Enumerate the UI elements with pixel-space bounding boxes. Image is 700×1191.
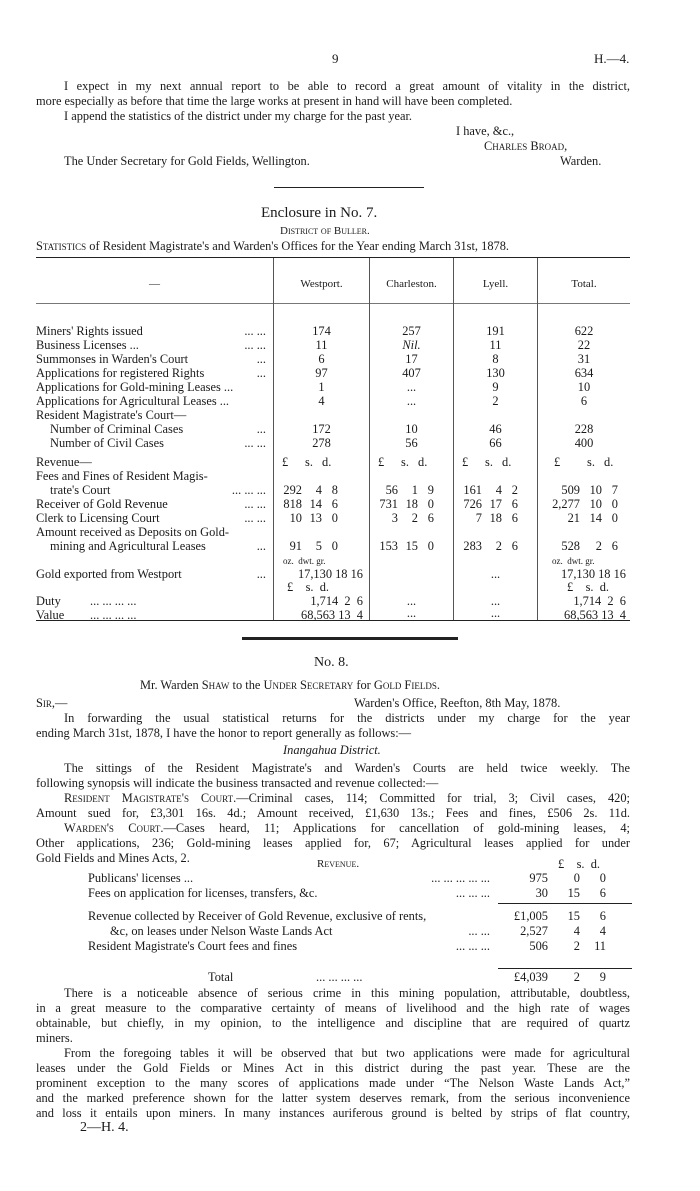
gold-dots: ... (256, 567, 266, 581)
fees-label-2: trate's Court (50, 483, 111, 497)
pence-unit: d. (319, 580, 330, 594)
table-header-rule (36, 303, 630, 304)
value-label: Value (36, 608, 65, 622)
total-shillings: 2 (573, 970, 580, 984)
closing: I have, &c., (456, 124, 515, 138)
receiver-c-pence: 0 (427, 497, 434, 511)
row-label: Number of Civil Cases (50, 436, 164, 450)
cell-w: 11 (315, 338, 328, 352)
revenue-pounds: 975 (529, 871, 548, 885)
header-blank: — (149, 278, 160, 290)
office-line: Warden's Office, Reefton, 8th May, 1878. (354, 696, 561, 710)
cell-t: 31 (577, 352, 591, 366)
oz-unit: oz. (552, 556, 563, 566)
deposit-l-shillings: 2 (495, 539, 502, 553)
para4-line-1: From the foregoing tables it will be observed that but two applications were made for agricultural (64, 1046, 630, 1060)
para1-line-2: ending March 31st, 1878, I have the honor to report generally as follows:— (36, 726, 412, 740)
fees-c-pence: 9 (427, 483, 434, 497)
caption-lead: Statistics (36, 239, 87, 253)
clerk-c-pounds: 3 (391, 511, 398, 525)
revenue-dots: ... ... ... (455, 886, 490, 900)
cell-t: 6 (580, 394, 588, 408)
deposit-dots: ... (256, 539, 266, 553)
row-label: Applications for Gold-mining Leases ... (36, 380, 234, 394)
receiver-c-pounds: 731 (379, 497, 398, 511)
cell-t: 634 (574, 366, 594, 380)
revenue-title: Revenue. (317, 858, 360, 870)
deposit-c-pence: 0 (427, 539, 434, 553)
rm-court-line-1 (64, 791, 630, 805)
para3-line-2: in a great measure to the comparative certainty of means of livelihood and the high rate of wages (36, 1001, 630, 1015)
lsd-unit-c: d. (418, 455, 428, 469)
title-to: Under Secretary (263, 678, 354, 692)
clerk-w-shillings: 13 (309, 511, 322, 525)
shilling-unit: s. (576, 857, 585, 871)
clerk-dots: ... ... (244, 511, 266, 525)
row-label: Miners' Rights issued (36, 324, 143, 338)
cell-c: 10 (405, 422, 418, 436)
deposit-t-shillings: 2 (595, 539, 602, 553)
rm-court-line-2: Amount sued for, £3,301 16s. 4d.; Amount received, £1,630 13s.; Fees and fines, £506 2s. 11d. (36, 806, 630, 820)
header-lyell: Lyell. (482, 278, 509, 290)
shilling-unit: s. (305, 580, 314, 594)
pound-unit: £ (558, 857, 565, 871)
oz-units-total (552, 556, 595, 566)
cell-w: 97 (315, 366, 328, 380)
cell-l: 46 (489, 422, 502, 436)
row-label: Summonses in Warden's Court (36, 352, 189, 366)
cell-t: 622 (574, 324, 594, 338)
row-dots: ... ... (244, 436, 266, 450)
shilling-unit: s. (585, 580, 594, 594)
lsd-units-total (567, 580, 609, 594)
wc-line-3: Gold Fields and Mines Acts, 2. (36, 851, 190, 865)
duty-dots: ... ... ... ... (90, 594, 137, 608)
title-pre: Mr. Warden (140, 678, 202, 692)
pound-unit: £ (287, 580, 294, 594)
revenue-pounds: £1,005 (513, 909, 548, 923)
signature: Charles Broad, (484, 139, 568, 153)
row-label: Applications for registered Rights (36, 366, 205, 380)
value-total: 68,563 13 4 (564, 608, 626, 622)
row-label: Business Licenses ... (36, 338, 139, 352)
lsd-unit-w: £ (282, 455, 289, 469)
section-divider (274, 187, 424, 188)
clerk-t-shillings: 14 (589, 511, 602, 525)
table-top-rule (36, 257, 630, 258)
lsd-unit-l: £ (462, 455, 469, 469)
document-reference: H.—4. (594, 51, 630, 66)
subtotal-rule (498, 903, 632, 904)
wc-text: —Cases heard, 11; Applications for cancellation of gold-mining leases, 4; (163, 821, 630, 835)
wc-head: Warden's Court. (64, 821, 164, 835)
clerk-l-pounds: 7 (475, 511, 482, 525)
cell-c: 257 (402, 324, 421, 338)
cell-c: ... (406, 394, 417, 408)
intro-line-2: more especially as before that time the large works at present in hand will have been completed. (36, 94, 513, 108)
gold-westport: 17,130 18 16 (297, 567, 363, 581)
revenue-shillings: 0 (573, 871, 580, 885)
dwt-unit: dwt. (567, 556, 583, 566)
fees-w-shillings: 4 (315, 483, 322, 497)
title-mid: to the (229, 678, 264, 692)
deposit-t-pounds: 528 (561, 539, 580, 553)
cell-t: 22 (577, 338, 591, 352)
cell-w: 6 (318, 352, 325, 366)
para2-line-1: The sittings of the Resident Magistrate's and Warden's Courts are held twice weekly. The (64, 761, 630, 775)
row-dots: ... ... (244, 338, 266, 352)
para3-line-3: obtainable, but chiefly, in my opinion, to the intelligence and discipline that are required of quartz (36, 1016, 630, 1030)
value-lyell: ... (490, 606, 501, 620)
para4-line-2: leases under the Gold Fields or Mines Act in this district during the past year. These are the (36, 1061, 630, 1075)
receiver-t-shillings: 10 (589, 497, 602, 511)
cell-c: Nil. (402, 338, 421, 352)
caption-text: of Resident Magistrate's and Warden's Offices for the Year ending March 31st, 1878. (86, 239, 510, 253)
revenue-label: Resident Magistrate's Court fees and fines (88, 939, 298, 953)
receiver-l-pence: 6 (511, 497, 518, 511)
cell-w: 172 (312, 422, 331, 436)
revenue-pence: 6 (599, 886, 606, 900)
revenue-shillings: 15 (567, 886, 580, 900)
clerk-c-pence: 6 (427, 511, 434, 525)
table-caption (36, 239, 509, 253)
cell-w: 278 (312, 436, 331, 450)
value-dots: ... ... ... ... (90, 608, 137, 622)
deposit-l-pence: 6 (511, 539, 518, 553)
cell-c: 17 (405, 352, 418, 366)
thick-divider (242, 637, 458, 640)
cell-c: 407 (402, 366, 421, 380)
cell-t: 10 (577, 380, 591, 394)
row-dots: ... (256, 352, 266, 366)
duty-label: Duty (36, 594, 61, 608)
lsd-unit-l: s. (485, 455, 493, 469)
letter-title (140, 678, 440, 692)
fees-w-pounds: 292 (283, 483, 302, 497)
clerk-t-pounds: 21 (567, 511, 580, 525)
clerk-l-shillings: 18 (489, 511, 502, 525)
receiver-label: Receiver of Gold Revenue (36, 497, 168, 511)
clerk-c-shillings: 2 (411, 511, 418, 525)
total-pence: 9 (599, 970, 606, 984)
revenue-pounds: 506 (529, 939, 548, 953)
receiver-c-shillings: 18 (405, 497, 418, 511)
total-rule (498, 968, 632, 969)
para4-line-3: prominent exception to the many scores of applications made under “The Nelson Waste Lands Act,” (36, 1076, 630, 1090)
revenue-lsd (558, 857, 600, 871)
revenue-dots: ... ... ... ... ... (431, 871, 490, 885)
cell-l: 11 (489, 338, 502, 352)
para2-line-2: following synopsis will indicate the business transacted and revenue collected:— (36, 776, 439, 790)
row-dots: ... (256, 422, 266, 436)
cell-l: 9 (492, 380, 499, 394)
title-for: for (353, 678, 374, 692)
wc-line-2: Other applications, 236; Gold-mining leases applied for, 67; Agricultural leases applied for under (36, 836, 630, 850)
revenue-dots: ... ... ... (455, 939, 490, 953)
revenue-shillings: 4 (573, 924, 580, 938)
gr-unit: gr. (316, 556, 326, 566)
revenue-dots: ... ... (468, 924, 490, 938)
pence-unit: d. (599, 580, 610, 594)
revenue-pence: 0 (599, 871, 606, 885)
clerk-w-pence: 0 (331, 511, 338, 525)
cell-t: 228 (574, 422, 594, 436)
deposit-c-shillings: 15 (405, 539, 418, 553)
oz-unit: oz. (283, 556, 294, 566)
gr-unit: gr. (585, 556, 595, 566)
cell-l: 2 (492, 394, 499, 408)
clerk-label: Clerk to Licensing Court (36, 511, 160, 525)
district-heading: District of Buller. (280, 225, 370, 237)
para3-line-1: There is a noticeable absence of serious crime in this mining population, attributable, doubtless, (64, 986, 630, 1000)
deposit-c-pounds: 153 (379, 539, 398, 553)
fees-w-pence: 8 (331, 483, 338, 497)
revenue-label: Publicans' licenses ... (88, 871, 194, 885)
oz-units-westport (283, 556, 326, 566)
para4-line-4: and the marked preference shown for the latter system deserves remark, from the serious inconvenience (36, 1091, 630, 1105)
revenue-shillings: 2 (573, 939, 580, 953)
fees-dots: ... ... ... (231, 483, 266, 497)
row-dots: ... (256, 366, 266, 380)
duty-westport: 1,714 2 6 (310, 594, 363, 608)
revenue-label: Revenue collected by Receiver of Gold Revenue, exclusive of rents, (88, 909, 427, 923)
para3-line-4: miners. (36, 1031, 73, 1045)
dwt-unit: dwt. (298, 556, 314, 566)
addressee: The Under Secretary for Gold Fields, Wellington. (64, 154, 310, 168)
fees-t-shillings: 10 (589, 483, 602, 497)
gold-lyell: ... (490, 567, 501, 581)
enclosure-heading: Enclosure in No. 7. (261, 205, 378, 221)
cell-c: ... (406, 380, 417, 394)
header-charleston: Charleston. (386, 278, 437, 290)
header-westport: Westport. (300, 278, 343, 290)
duty-total: 1,714 2 6 (573, 594, 626, 608)
revenue-label: Revenue— (36, 455, 92, 469)
fees-t-pounds: 509 (561, 483, 580, 497)
title-name: Shaw (201, 678, 230, 692)
pound-unit: £ (567, 580, 574, 594)
cell-c: 56 (405, 436, 418, 450)
deposit-t-pence: 6 (611, 539, 618, 553)
receiver-w-pence: 6 (331, 497, 338, 511)
deposit-w-pence: 0 (331, 539, 338, 553)
revenue-pounds: 30 (535, 886, 548, 900)
revenue-pence: 11 (594, 939, 606, 953)
cell-w: 1 (318, 380, 325, 394)
cell-l: 130 (486, 366, 505, 380)
revenue-pence: 6 (599, 909, 606, 923)
fees-l-pounds: 161 (463, 483, 482, 497)
receiver-t-pounds: 2,277 (552, 497, 580, 511)
letter-heading: No. 8. (314, 655, 349, 670)
duty-charleston: ... (406, 594, 417, 608)
inangahua-heading: Inangahua District. (283, 743, 381, 757)
revenue-pounds: 2,527 (520, 924, 548, 938)
cell-l: 66 (489, 436, 502, 450)
intro-line-1: I expect in my next annual report to be able to record a great amount of vitality in the district, (64, 79, 630, 93)
row-label: Applications for Agricultural Leases ... (36, 394, 230, 408)
cell-t: 400 (574, 436, 594, 450)
lsd-unit-l: d. (502, 455, 512, 469)
row-label: Resident Magistrate's Court— (36, 408, 187, 422)
revenue-label: Fees on application for licenses, transfers, &c. (88, 886, 318, 900)
para1-line-1: In forwarding the usual statistical returns for the districts under my charge for the year (64, 711, 630, 725)
fees-t-pence: 7 (611, 483, 618, 497)
fees-label-1: Fees and Fines of Resident Magis- (36, 469, 208, 483)
pence-unit: d. (590, 857, 601, 871)
receiver-l-pounds: 726 (463, 497, 482, 511)
lsd-unit-c: £ (378, 455, 385, 469)
wc-line-1 (64, 821, 630, 835)
lsd-unit-t: £ (554, 455, 561, 469)
rm-court-text: —Criminal cases, 114; Committed for trial, 3; Civil cases, 420; (236, 791, 630, 805)
total-pounds: £4,039 (513, 970, 548, 984)
deposit-l-pounds: 283 (463, 539, 482, 553)
revenue-pence: 4 (599, 924, 606, 938)
gold-label: Gold exported from Westport (36, 567, 182, 581)
deposit-w-shillings: 5 (315, 539, 322, 553)
receiver-l-shillings: 17 (489, 497, 502, 511)
value-westport: 68,563 13 4 (301, 608, 363, 622)
clerk-w-pounds: 10 (289, 511, 302, 525)
fees-l-pence: 2 (511, 483, 518, 497)
gold-total: 17,130 18 16 (560, 567, 626, 581)
lsd-unit-t: d. (604, 455, 614, 469)
receiver-dots: ... ... (244, 497, 266, 511)
title-gf: Gold Fields. (373, 678, 440, 692)
lsd-unit-w: s. (305, 455, 313, 469)
deposit-label-1: Amount received as Deposits on Gold- (36, 525, 230, 539)
revenue-label: &c, on leases under Nelson Waste Lands Act (110, 924, 333, 938)
signatory-title: Warden. (560, 154, 602, 168)
receiver-t-pence: 0 (611, 497, 618, 511)
page-number: 9 (332, 51, 339, 66)
fees-c-pounds: 56 (385, 483, 398, 497)
clerk-l-pence: 6 (511, 511, 518, 525)
clerk-t-pence: 0 (611, 511, 618, 525)
cell-w: 174 (312, 324, 331, 338)
rm-court-head: Resident Magistrate's Court. (64, 791, 237, 805)
para4-line-5: and loss it entails upon miners. In many instances auriferous ground is belted by strips of flat country, (36, 1106, 630, 1120)
fees-l-shillings: 4 (495, 483, 502, 497)
deposit-label-2: mining and Agricultural Leases (50, 539, 206, 553)
salutation: Sir,— (36, 696, 68, 710)
row-label: Number of Criminal Cases (50, 422, 184, 436)
receiver-w-pounds: 818 (283, 497, 302, 511)
total-label: Total (208, 970, 234, 984)
cell-w: 4 (318, 394, 325, 408)
total-dots: ... ... ... ... (316, 970, 363, 984)
fees-c-shillings: 1 (411, 483, 418, 497)
intro-line-3: I append the statistics of the district under my charge for the past year. (64, 109, 412, 123)
footer-signature: 2—H. 4. (80, 1120, 129, 1135)
value-charleston: ... (406, 606, 417, 620)
cell-l: 8 (492, 352, 499, 366)
lsd-units-westport (287, 580, 329, 594)
revenue-shillings: 15 (567, 909, 580, 923)
lsd-unit-w: d. (322, 455, 332, 469)
receiver-w-shillings: 14 (309, 497, 322, 511)
cell-l: 191 (486, 324, 505, 338)
header-total: Total. (571, 278, 597, 290)
duty-lyell: ... (490, 594, 501, 608)
row-dots: ... ... (244, 324, 266, 338)
lsd-unit-c: s. (401, 455, 409, 469)
deposit-w-pounds: 91 (289, 539, 302, 553)
lsd-unit-t: s. (587, 455, 595, 469)
